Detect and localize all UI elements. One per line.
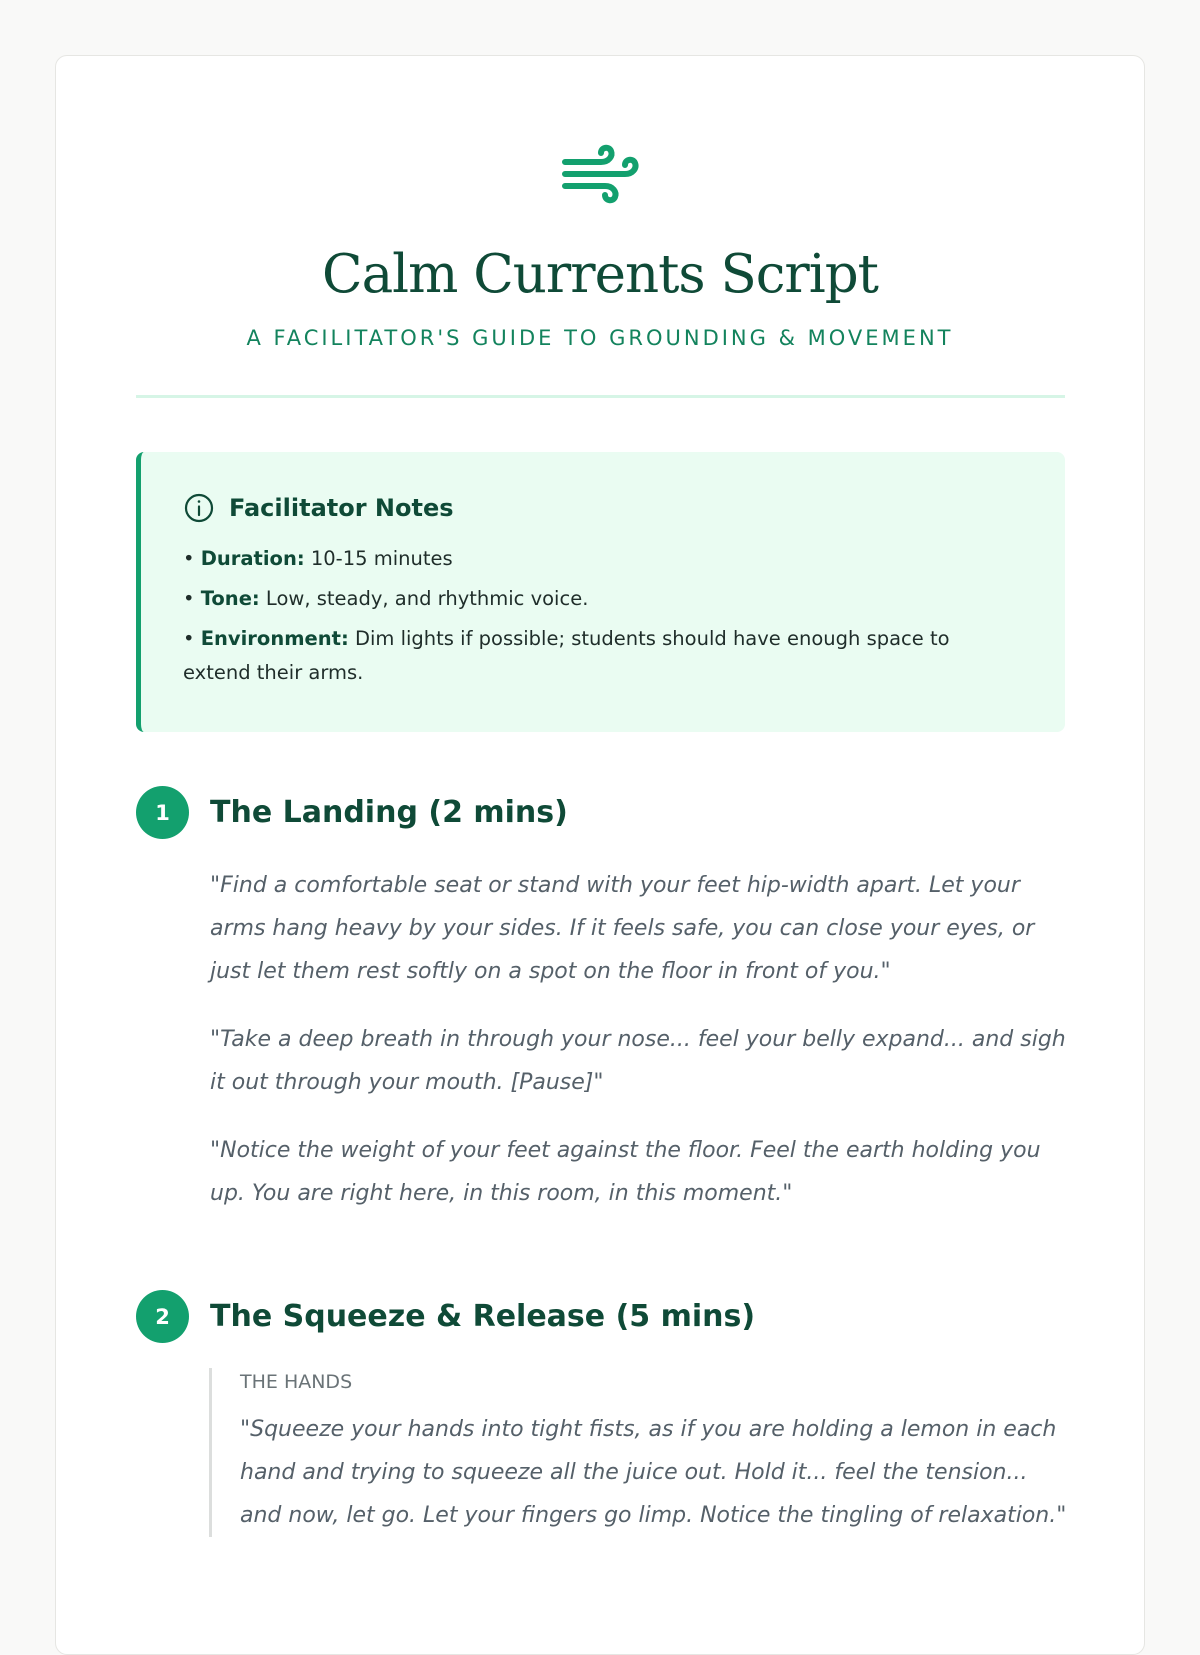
- info-icon: [183, 492, 215, 524]
- section-header-squeeze: [136, 1290, 755, 1343]
- note-text: Low, steady, and rhythmic voice.: [265, 587, 589, 610]
- script-paragraph: "Find a comfortable seat or stand with your feet hip-width apart. Let your arms hang heavy by your sides. If it feels safe, you can close your eyes, or just let them rest softly on a spot on the floor in front of you.": [210, 873, 1035, 984]
- note-tone: • Tone: Low, steady, and rhythmic voice.: [183, 587, 589, 610]
- note-text: 10-15 minutes: [310, 547, 453, 570]
- step-number-badge: 1: [136, 786, 189, 839]
- section-header-landing: [136, 786, 568, 839]
- note-label: Tone:: [200, 587, 260, 610]
- note-label: Environment:: [200, 627, 349, 650]
- note-text: Dim lights if possible; students should have enough space to extend their arms.: [183, 627, 950, 684]
- section-title: The Squeeze & Release (5 mins): [210, 1299, 756, 1334]
- header-divider: [136, 395, 1065, 398]
- note-label: Duration:: [200, 547, 305, 570]
- section-title: The Landing (2 mins): [210, 795, 568, 830]
- notes-header: [183, 492, 1005, 524]
- wind-icon: [561, 142, 639, 206]
- note-environment: • Environment: Dim lights if possible; students should have enough space to extend their arms.: [183, 627, 950, 684]
- script-paragraph: "Notice the weight of your feet against the floor. Feel the earth holding you up. You are right here, in this room, in this moment.": [210, 1138, 1041, 1206]
- page-title: Calm Currents Script: [322, 244, 878, 305]
- script-paragraph: "Take a deep breath in through your nose... feel your belly expand... and sigh it out through your mouth. [Pause]": [210, 1027, 1066, 1095]
- block-label: THE HANDS: [240, 1371, 353, 1393]
- facilitator-notes: [136, 452, 1065, 732]
- step-number-badge: 2: [136, 1290, 189, 1343]
- section-script-landing: [210, 864, 1070, 1240]
- script-block-hands: [209, 1368, 1069, 1537]
- note-duration: • Duration: 10-15 minutes: [183, 547, 453, 570]
- script-paragraph: "Squeeze your hands into tight fists, as if you are holding a lemon in each hand and trying to squeeze all the juice out. Hold it... feel the tension... and now, let go. Let your fingers go limp. Notice the tingling of relaxation.": [240, 1417, 1067, 1528]
- page-subtitle: A FACILITATOR'S GUIDE TO GROUNDING & MOVEMENT: [246, 326, 954, 350]
- notes-title: Facilitator Notes: [229, 494, 454, 522]
